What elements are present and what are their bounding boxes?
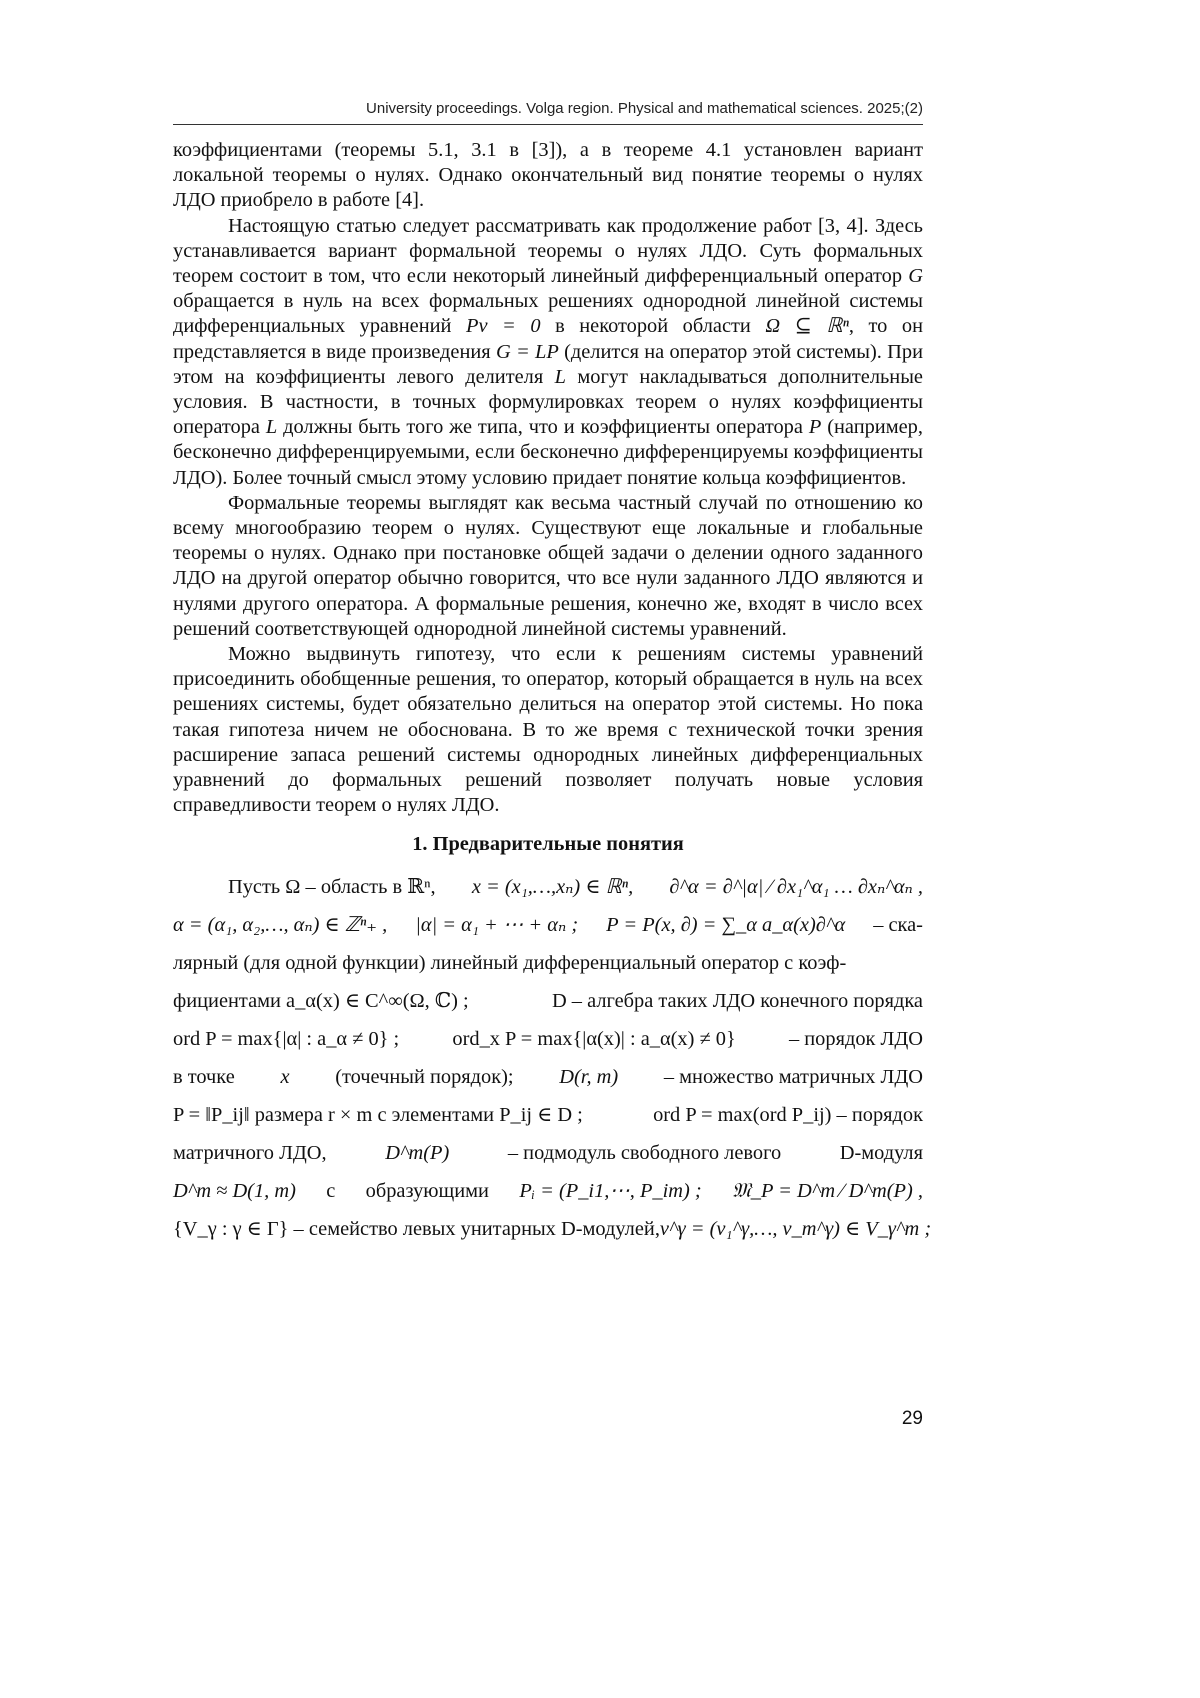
formula-segment: матричного ЛДО, [173,1141,327,1164]
header-divider [173,124,923,125]
formula-segment: – порядок ЛДО [788,1027,923,1050]
paragraph-3: Формальные теоремы выглядят как весьма частный случай по отношению ко всему многообразию теорем о нулях. Существуют еще локальные и глобальные теоремы о нулях. Однако при постановке общей задачи о делении одного заданного ЛДО на другой оператор обычно говорится, что все нули заданного ЛДО являются и нулями другого оператора. А формальные решения, конечно же, входят в число всех решений соответствующей однородной линейной системы уравнений. [173,491,923,640]
formula-segment: ord_x P = max{|α(x)| : a_α(x) ≠ 0} [452,1027,736,1050]
paragraph-2-text-f: могут накладываться дополнительные условия. В частности, в точных формулировках теорем о нулях коэффициенты оператора [173,365,923,439]
article-body [173,138,932,1248]
formula-segment: ord P = max(ord P_ij) – порядок [653,1103,923,1126]
formula-segment: ord P = max{|α| : a_α ≠ 0} ; [173,1027,400,1050]
formula-segment: x [280,1065,290,1088]
formula-segment: – ска- [873,913,923,936]
formula-segment: D^m ≈ D(1, m) [173,1179,296,1202]
formula-segment: {V_γ : γ ∈ Γ} – семейство левых унитарных D-модулей, [173,1217,660,1240]
formula-segment: ∂^α = ∂^|α| ∕ ∂x₁^α₁ … ∂xₙ^αₙ , [669,875,923,898]
formula-segment: D(r, m) [559,1065,619,1088]
paragraph-2-text-h: (например, бесконечно дифференцируемыми, если бесконечно дифференцируемы коэффициенты ЛДО). Более точный смысл этому условию придает понятие кольца коэффициентов. [173,416,923,489]
formula-segment: образующими [365,1179,489,1202]
formula-segment: D – алгебра таких ЛДО конечного порядка [551,989,923,1012]
operator-p: P [808,416,822,439]
paragraph-2-text-b: обращается в нуль на всех формальных решениях однородной линейной системы дифференциальных уравнений [173,290,923,338]
formula-segment: P = ‖P_ij‖ размера r × m с элементами P_ij ∈ D ; [173,1103,583,1126]
formula-segment: Пусть Ω – область в ℝⁿ, [228,875,436,898]
paragraph-2 [173,214,923,491]
equation-g-lp: G = LP [495,340,559,363]
paragraph-2-text-c: в некоторой области [555,315,751,338]
formula-segment: (точечный порядок); [335,1065,514,1088]
formula-line [173,1096,923,1134]
formula-line [173,1172,923,1210]
formula-segment: – подмодуль свободного левого [507,1141,782,1164]
formula-line [173,982,923,1020]
formula-segment: лярный (для одной функции) линейный дифференциальный оператор с коэф- [173,951,847,974]
formula-segment: |α| = α₁ + ⋯ + αₙ ; [415,913,579,936]
paragraph-2-text-g: должны быть того же типа, что и коэффициенты оператора [283,416,803,439]
operator-l-second: L [265,416,278,439]
formula-segment: фициентами a_α(x) ∈ C^∞(Ω, ℂ) ; [173,989,469,1012]
domain-omega: Ω ⊆ ℝⁿ [765,315,849,338]
formula-line [173,1020,923,1058]
formula-segment: P = P(x, ∂) = ∑_α a_α(x)∂^α [606,913,846,936]
paragraph-1: коэффициентами (теоремы 5.1, 3.1 в [3]), а в теореме 4.1 установлен вариант локальной теоремы о нулях. Однако окончательный вид понятие теоремы о нулях ЛДО приобрело в работе [4]. [173,139,923,212]
formula-line [173,906,923,944]
formula-line [173,868,923,906]
section-title: 1. Предварительные понятия [412,833,684,856]
formula-segment: D-модуля [839,1141,923,1164]
formula-segment: x = (x₁,…,xₙ) ∈ ℝⁿ, [471,875,634,898]
formula-segment: 𝔐_P = D^m ∕ D^m(P) , [732,1179,923,1202]
formula-segment: – множество матричных ЛДО [663,1065,923,1088]
formula-segment: Pᵢ = (P_i1,⋯, P_im) ; [519,1179,702,1202]
formula-line [173,1210,932,1248]
formula-segment: с [326,1179,336,1202]
formula-segment: в точке [173,1065,235,1088]
formula-line [173,944,923,982]
operator-g: G [908,265,923,288]
definitions-block [173,868,932,1248]
formula-segment: v^γ = (v₁^γ,…, v_m^γ) ∈ V_γ^m ; [659,1217,932,1240]
page-number: 29 [901,1408,923,1429]
paragraph-2-text-e: (делится на оператор этой системы). При этом на коэффициенты левого делителя [173,340,923,388]
formula-line [173,1134,923,1172]
equation-pv-zero: Pv = 0 [466,315,541,338]
paragraph-2-text-d: , то он представляется в виде произведения [173,315,923,363]
formula-segment: D^m(P) [385,1141,450,1164]
paragraph-2-text-a: Настоящую статью следует рассматривать как продолжение работ [3, 4]. Здесь устанавливается вариант формальной теоремы о нулях ЛДО. Суть формальных теорем состоит в том, что если некоторый линейный дифференциальный оператор [173,214,923,288]
formula-line [173,1058,923,1096]
running-header: University proceedings. Volga region. Physical and mathematical sciences. 2025;(2) [366,100,923,117]
paragraph-4: Можно выдвинуть гипотезу, что если к решениям системы уравнений присоединить обобщенные решения, то оператор, который обращается в нуль на всех решениях системы, будет обязательно делиться на оператор этой системы. Но пока такая гипотеза ничем не обоснована. В то же время с технической точки зрения расширение запаса решений системы однородных линейных дифференциальных уравнений до формальных решений позволяет получать новые условия справедливости теорем о нулях ЛДО. [173,643,923,817]
formula-segment: α = (α₁, α₂,…, αₙ) ∈ ℤⁿ₊ , [173,913,388,936]
operator-l: L [554,365,566,388]
